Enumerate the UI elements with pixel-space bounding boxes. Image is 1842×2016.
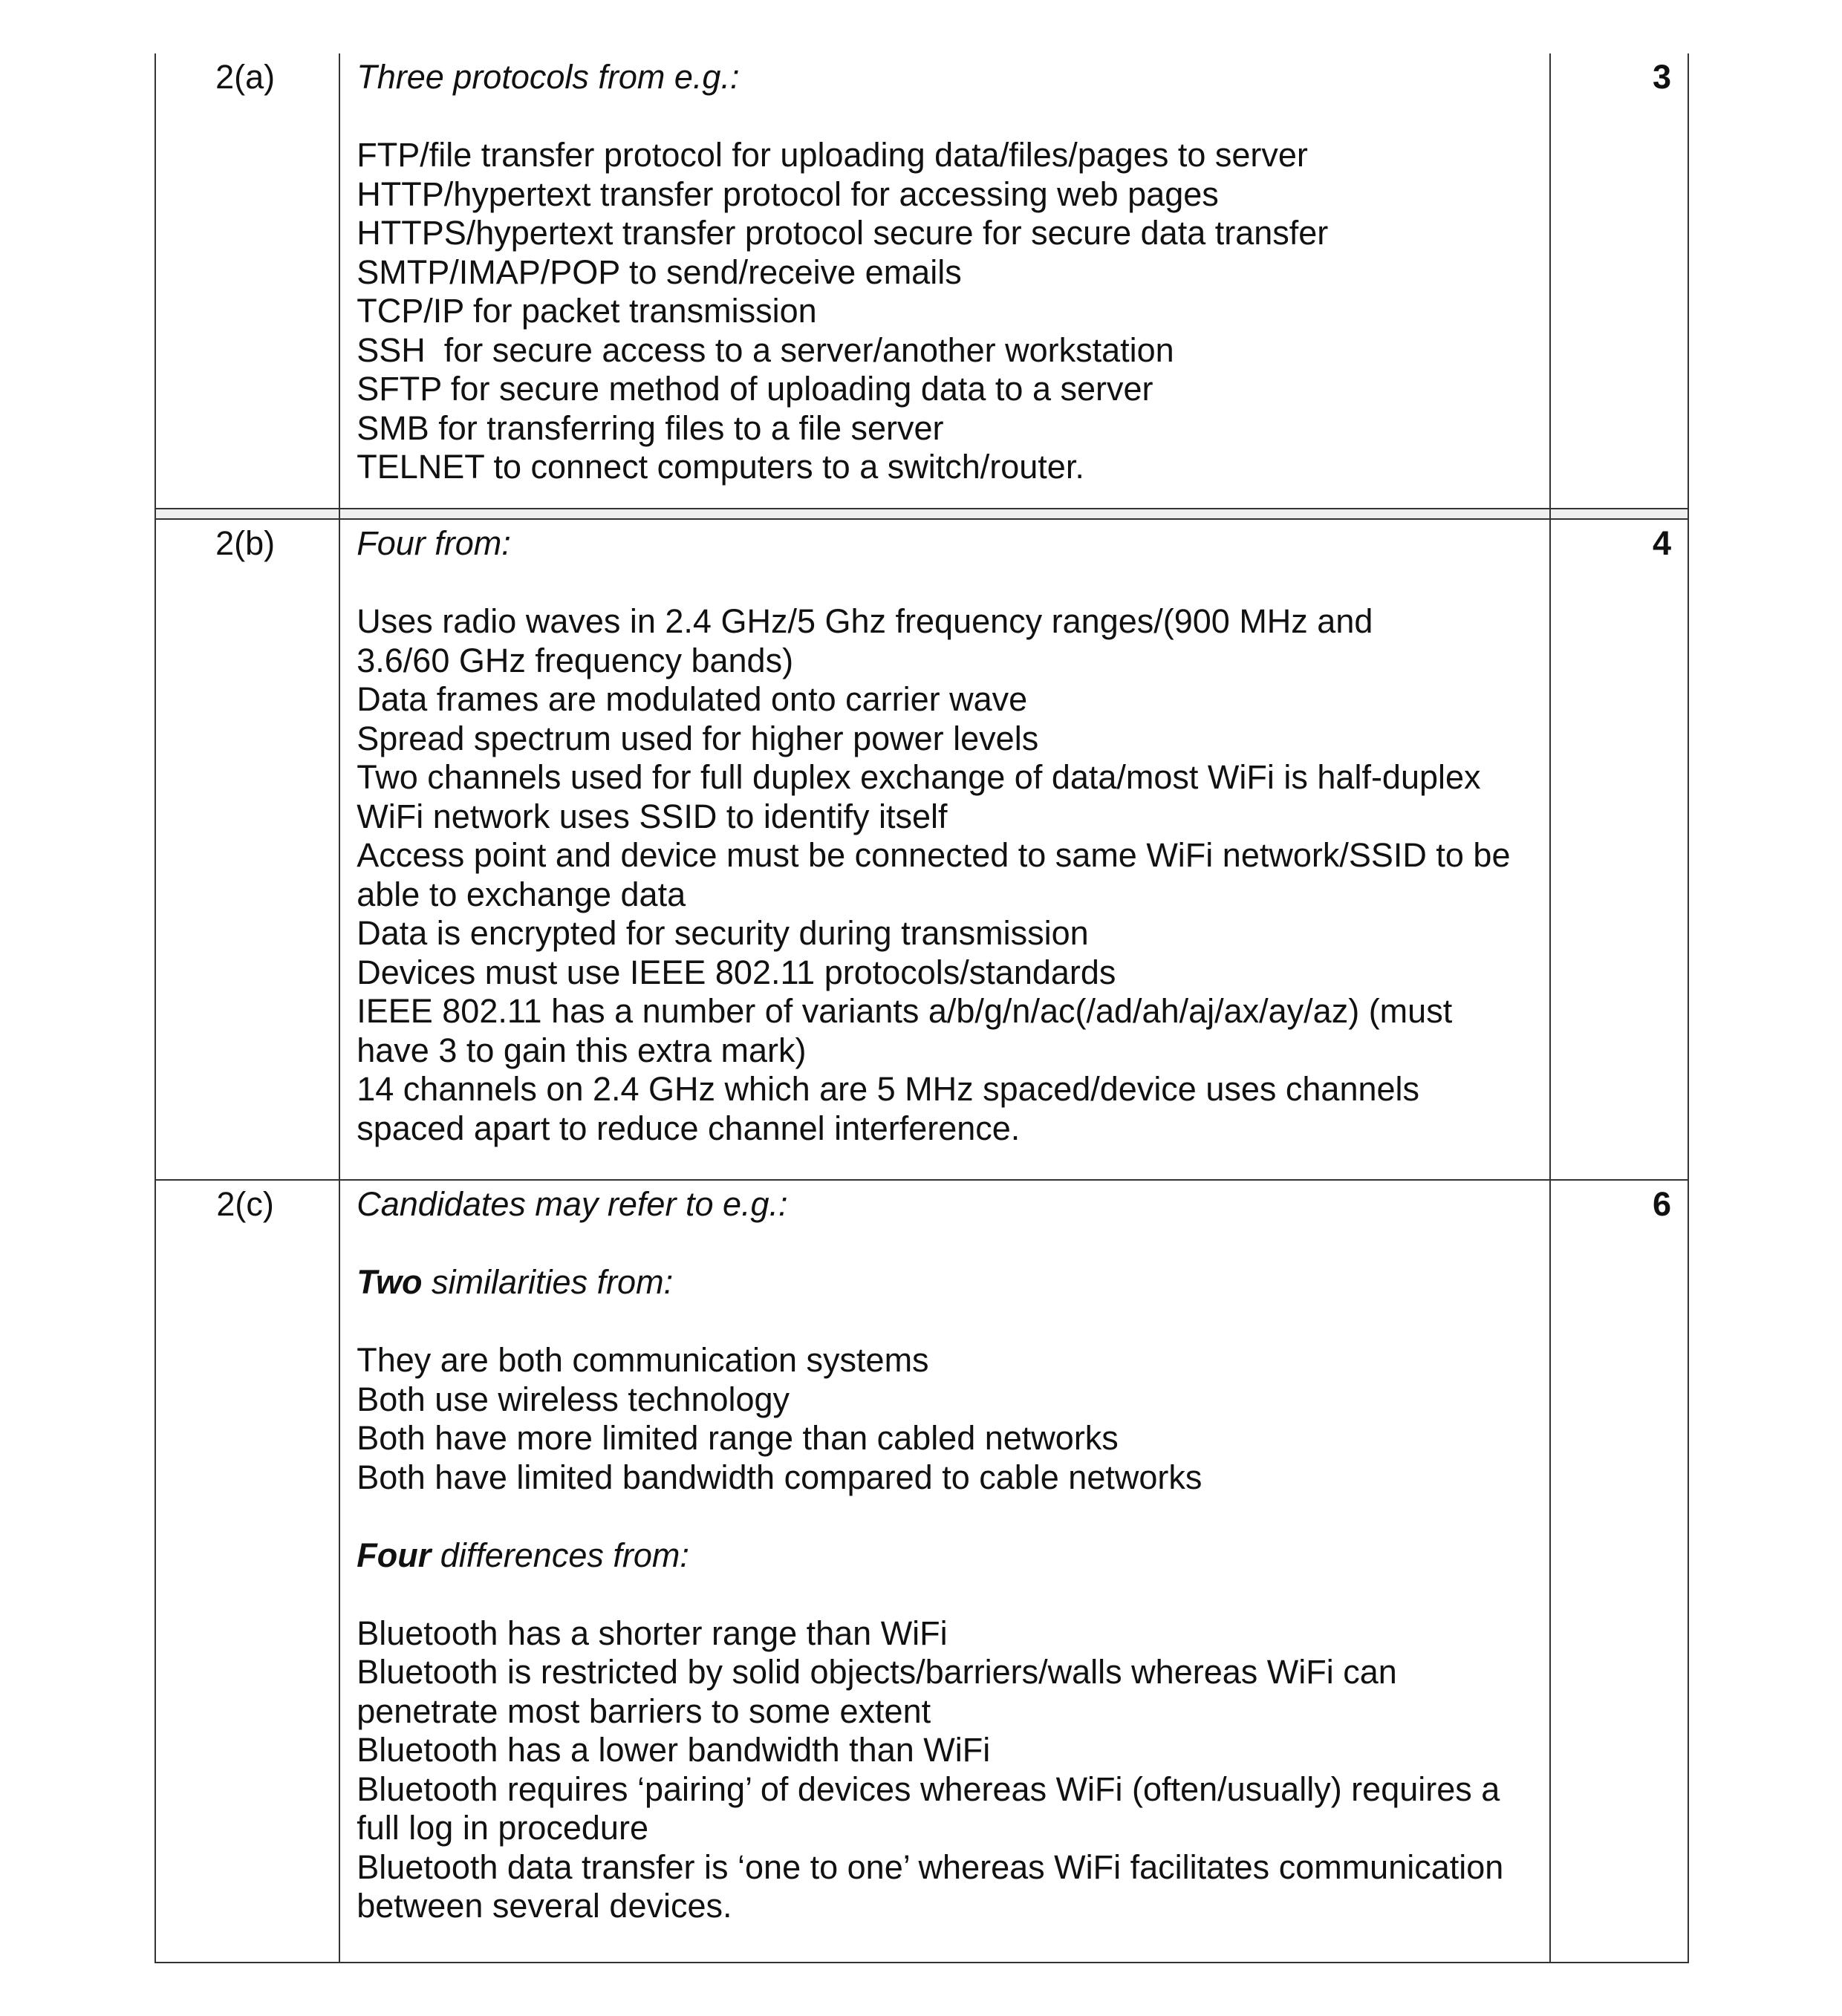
answer-line: SMTP/IMAP/POP to send/receive emails	[357, 252, 962, 291]
similarity-line: They are both communication systems	[357, 1341, 929, 1379]
answer-intro: Candidates may refer to e.g.:	[357, 1185, 788, 1223]
spacer	[357, 1575, 1535, 1614]
mark-scheme-table	[154, 53, 1689, 1963]
difference-line: penetrate most barriers to some extent	[357, 1692, 931, 1730]
row-separator	[155, 509, 1688, 519]
spacer	[357, 564, 1535, 603]
answer-cell	[339, 1180, 1550, 1963]
table-row	[155, 1180, 1688, 1963]
difference-line: full log in procedure	[357, 1809, 648, 1847]
answer-line: IEEE 802.11 has a number of variants a/b/g/n/ac(/ad/ah/aj/ax/ay/az) (must	[357, 992, 1453, 1030]
differences-heading	[357, 1536, 1535, 1576]
spacer	[357, 97, 1535, 137]
answer-line: HTTPS/hypertext transfer protocol secure for secure data transfer	[357, 214, 1329, 252]
difference-line: Bluetooth has a shorter range than WiFi	[357, 1614, 948, 1652]
table-row	[155, 53, 1688, 509]
answer-line: able to exchange data	[357, 875, 686, 913]
differences-count: Four	[357, 1536, 432, 1574]
difference-line: Bluetooth is restricted by solid objects/barriers/walls whereas WiFi can	[357, 1653, 1397, 1691]
similarities-count: Two	[357, 1263, 423, 1301]
answer-line: Spread spectrum used for higher power levels	[357, 719, 1039, 757]
answer-line: spaced apart to reduce channel interference.	[357, 1109, 1021, 1147]
table-row	[155, 519, 1688, 1180]
similarities-heading-text: similarities from:	[422, 1263, 674, 1301]
separator-cell	[155, 509, 339, 519]
similarities-heading	[357, 1263, 1535, 1302]
answer-line: 3.6/60 GHz frequency bands)	[357, 641, 794, 679]
question-number: 2(b)	[155, 519, 339, 1180]
similarity-line: Both use wireless technology	[357, 1380, 790, 1418]
separator-cell	[1550, 509, 1688, 519]
answer-intro: Three protocols from e.g.:	[357, 58, 740, 96]
marks: 3	[1550, 53, 1688, 509]
difference-line: Bluetooth data transfer is ‘one to one’ whereas WiFi facilitates communication	[357, 1847, 1504, 1886]
answer-line: TCP/IP for packet transmission	[357, 292, 817, 330]
answer-cell	[339, 519, 1550, 1180]
question-number: 2(c)	[155, 1180, 339, 1963]
spacer	[357, 1497, 1535, 1536]
answer-line: Access point and device must be connected to same WiFi network/SSID to be	[357, 836, 1511, 874]
spacer	[357, 1302, 1535, 1342]
answer-line: Data frames are modulated onto carrier wave	[357, 680, 1028, 718]
answer-cell	[339, 53, 1550, 509]
answer-line: Devices must use IEEE 802.11 protocols/standards	[357, 953, 1116, 991]
spacer	[357, 1224, 1535, 1264]
answer-line: TELNET to connect computers to a switch/router.	[357, 448, 1084, 486]
answer-line: SMB for transferring files to a file server	[357, 408, 944, 447]
answer-line: SFTP for secure method of uploading data to a server	[357, 370, 1153, 408]
answer-line: Uses radio waves in 2.4 GHz/5 Ghz frequency ranges/(900 MHz and	[357, 602, 1373, 640]
answer-line: 14 channels on 2.4 GHz which are 5 MHz spaced/device uses channels	[357, 1070, 1420, 1108]
answer-line: Two channels used for full duplex exchange of data/most WiFi is half-duplex	[357, 758, 1481, 796]
differences-heading-text: differences from:	[431, 1536, 689, 1574]
answer-line: have 3 to gain this extra mark)	[357, 1031, 807, 1069]
similarity-line: Both have more limited range than cabled networks	[357, 1419, 1119, 1457]
separator-cell	[339, 509, 1550, 519]
answer-line: FTP/file transfer protocol for uploading data/files/pages to server	[357, 136, 1308, 174]
difference-line: Bluetooth has a lower bandwidth than WiFi	[357, 1731, 991, 1769]
answer-intro: Four from:	[357, 524, 511, 562]
marks: 6	[1550, 1180, 1688, 1963]
difference-line: Bluetooth requires ‘pairing’ of devices whereas WiFi (often/usually) requires a	[357, 1769, 1500, 1808]
answer-line: HTTP/hypertext transfer protocol for accessing web pages	[357, 174, 1219, 213]
answer-line: Data is encrypted for security during transmission	[357, 914, 1089, 952]
marks: 4	[1550, 519, 1688, 1180]
similarity-line: Both have limited bandwidth compared to cable networks	[357, 1458, 1202, 1496]
answer-line: SSH for secure access to a server/another workstation	[357, 330, 1174, 369]
question-number: 2(a)	[155, 53, 339, 509]
answer-line: WiFi network uses SSID to identify itself	[357, 797, 948, 835]
difference-line: between several devices.	[357, 1887, 732, 1925]
